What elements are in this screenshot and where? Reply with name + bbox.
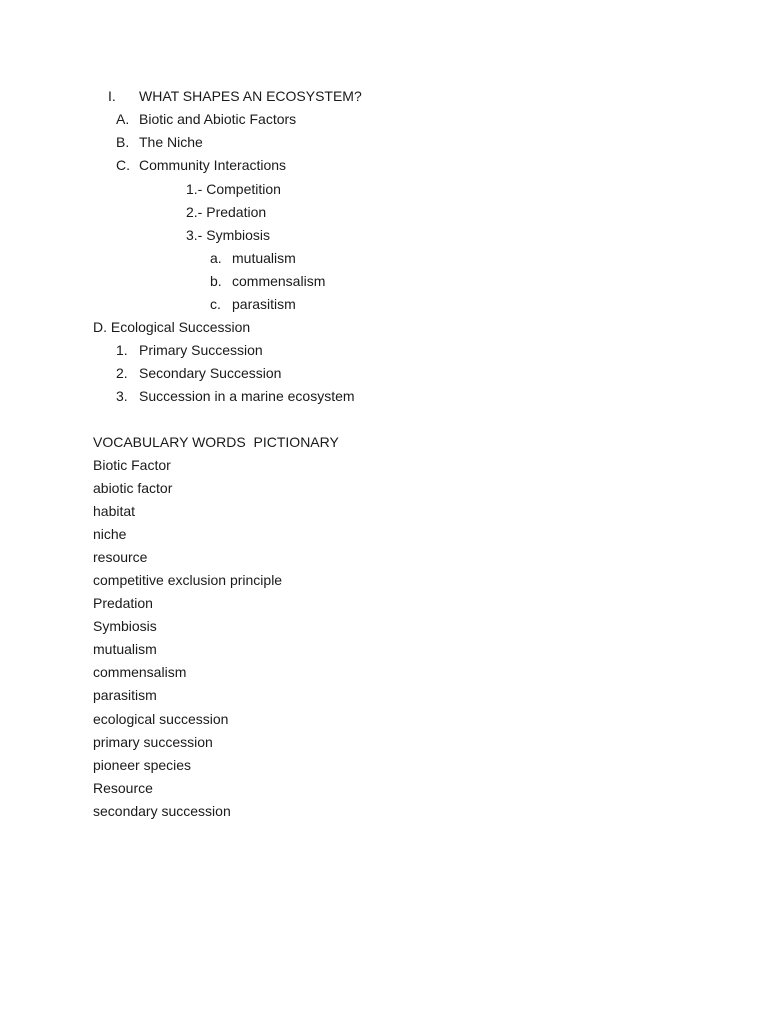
outline-item-niche: The Niche: [139, 134, 203, 150]
outline-marker-c: C.: [116, 157, 130, 173]
vocabulary-word: competitive exclusion principle: [93, 572, 283, 588]
vocabulary-word: commensalism: [93, 664, 187, 680]
vocabulary-word: resource: [93, 549, 148, 565]
vocabulary-word: Resource: [93, 780, 153, 796]
outline-item-ecological-succession: D. Ecological Succession: [93, 319, 251, 335]
outline-marker-subsub-b: b.: [210, 273, 222, 289]
outline-item-community: Community Interactions: [139, 157, 287, 173]
outline-sub-symbiosis: 3.- Symbiosis: [186, 227, 271, 243]
vocabulary-word: Predation: [93, 595, 153, 611]
vocabulary-word: Symbiosis: [93, 618, 157, 634]
outline-subsub-commensalism: commensalism: [232, 273, 326, 289]
outline-sub-competition: 1.- Competition: [186, 181, 281, 197]
outline-marker-b: B.: [116, 134, 130, 150]
outline-item-biotic-abiotic: Biotic and Abiotic Factors: [139, 111, 297, 127]
outline-d-marine: Succession in a marine ecosystem: [139, 388, 355, 404]
outline-sub-predation: 2.- Predation: [186, 204, 267, 220]
vocabulary-word: habitat: [93, 503, 136, 519]
vocabulary-word: parasitism: [93, 687, 157, 703]
vocabulary-word: secondary succession: [93, 803, 231, 819]
vocabulary-word: ecological succession: [93, 711, 229, 727]
outline-marker-d2: 2.: [116, 365, 128, 381]
vocabulary-word: primary succession: [93, 734, 213, 750]
vocabulary-heading: VOCABULARY WORDS PICTIONARY: [93, 434, 339, 450]
vocabulary-word: abiotic factor: [93, 480, 173, 496]
outline-subsub-mutualism: mutualism: [232, 250, 296, 266]
outline-marker-subsub-a: a.: [210, 250, 222, 266]
vocabulary-word: pioneer species: [93, 757, 192, 773]
outline-heading: WHAT SHAPES AN ECOSYSTEM?: [139, 88, 362, 104]
vocabulary-word: mutualism: [93, 641, 157, 657]
vocabulary-word: Biotic Factor: [93, 457, 171, 473]
outline-d-secondary: Secondary Succession: [139, 365, 282, 381]
outline-marker-d3: 3.: [116, 388, 128, 404]
vocabulary-word: niche: [93, 526, 127, 542]
outline-marker-i: I.: [108, 88, 116, 104]
outline-subsub-parasitism: parasitism: [232, 296, 296, 312]
outline-marker-subsub-c: c.: [210, 296, 221, 312]
outline-marker-a: A.: [116, 111, 130, 127]
outline-marker-d1: 1.: [116, 342, 128, 358]
outline-d-primary: Primary Succession: [139, 342, 263, 358]
